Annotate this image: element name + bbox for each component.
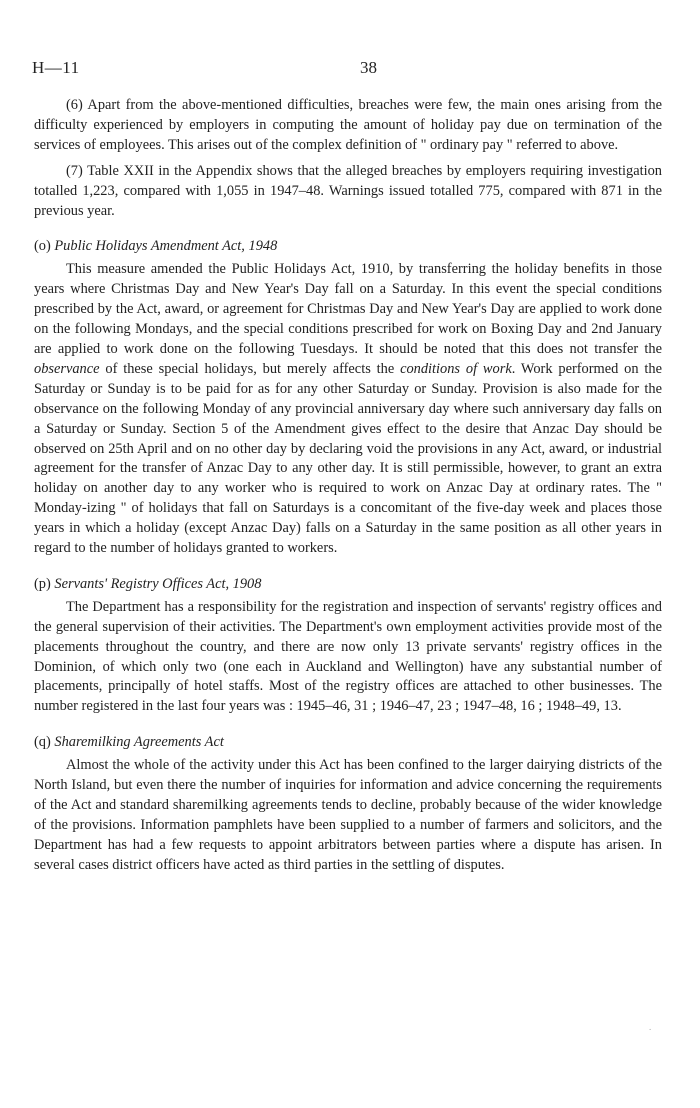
page-header xyxy=(32,58,672,80)
emphasis-conditions-of-work: conditions of work xyxy=(400,360,512,377)
text-run: of these special holidays, but merely affects the xyxy=(99,360,401,377)
text-run: This measure amended the Public Holidays Act, 1910, by transferring the holiday benefits in those years where Christmas Day and New Year's Day fall on a Saturday. In this event the special conditions prescribed by the Act, award, or agreement for Christmas Day and New Year's Day are applied to work done on the following Mondays, and the special conditions prescribed for work on Boxing Day and 2nd January are applied to work done on the following Tuesdays. It should be noted that this does not transfer the xyxy=(34,261,662,357)
section-sharemilking xyxy=(34,733,662,875)
section-heading xyxy=(34,237,662,257)
section-number: (p) xyxy=(34,575,51,592)
page-body xyxy=(34,96,662,882)
section-paragraph: The Department has a responsibility for the registration and inspection of servants' registry offices and the general supervision of their activities. The Department's own employment activities provide most of the placements throughout the country, and there are now only 13 private servants' registry offices in the Dominion, of which only two (one each in Auckland and Wellington) have any substantial number of placements, principally of hotel staffs. Most of the registry offices are attached to other businesses. The number registered in the last four years was : 1945–46, 31 ; 1946–47, 23 ; 1947–48, 16 ; 1948–49, 13. xyxy=(34,598,662,715)
section-heading xyxy=(34,733,662,753)
section-number: (q) xyxy=(34,734,51,751)
section-number: (o) xyxy=(34,238,51,255)
section-heading xyxy=(34,575,662,595)
section-title: Sharemilking Agreements Act xyxy=(54,734,224,751)
section-paragraph: Almost the whole of the activity under this Act has been confined to the larger dairying districts of the North Island, but even there the number of inquiries for information and advice concerning the requirements of the Act and standard sharemilking agreements tends to decline, probably because of the wider knowledge of the provisions. Information pamphlets have been supplied to a number of farmers and solicitors, and the Department has had a few requests to appoint arbitrators between parties where a dispute has arisen. In several cases district officers have acted as third parties in the settling of disputes. xyxy=(34,757,662,873)
page-number: 38 xyxy=(360,58,377,77)
document-reference: H—11 xyxy=(32,58,80,77)
section-servants-registry xyxy=(34,575,662,717)
paragraph-6: (6) Apart from the above-mentioned difficulties, breaches were few, the main ones arising from the difficulty experienced by employers in computing the amount of holiday pay due on termination of the services of employees. This arises out of the complex definition of " ordinary pay " referred to above. xyxy=(34,97,662,153)
section-title: Public Holidays Amendment Act, 1948 xyxy=(54,238,278,255)
emphasis-observance: observance xyxy=(34,360,100,377)
section-public-holidays xyxy=(34,237,662,559)
scan-speck: . xyxy=(649,1022,652,1032)
section-title: Servants' Registry Offices Act, 1908 xyxy=(54,575,262,592)
section-paragraph xyxy=(34,260,662,559)
text-run: . Work performed on the Saturday or Sunday is to be paid for as for any other Saturday or Sunday. Provision is also made for the observance on the following Monday of any provincial anniversary day where such anniversary day falls on a Saturday or Sunday. Section 5 of the Amendment gives effect to the desire that Anzac Day should be observed on 25th April and on no other day by declaring void the provisions in any Act, award, or industrial agreement for the transfer of Anzac Day to any other day. It is still permissible, however, to grant an extra holiday on another day to any worker who is required to work on Anzac Day at ordinary rates. The " Monday-izing " of holidays that fall on Saturdays is a concomitant of the five-day week and places those years in which a holiday (except Anzac Day) falls on a Saturday in the same position as all other years in regard to the number of holidays granted to workers. xyxy=(34,360,662,557)
paragraph-7: (7) Table XXII in the Appendix shows that the alleged breaches by employers requiring investigation totalled 1,223, compared with 1,055 in 1947–48. Warnings issued totalled 775, compared with 871 in the previous year. xyxy=(34,162,662,219)
